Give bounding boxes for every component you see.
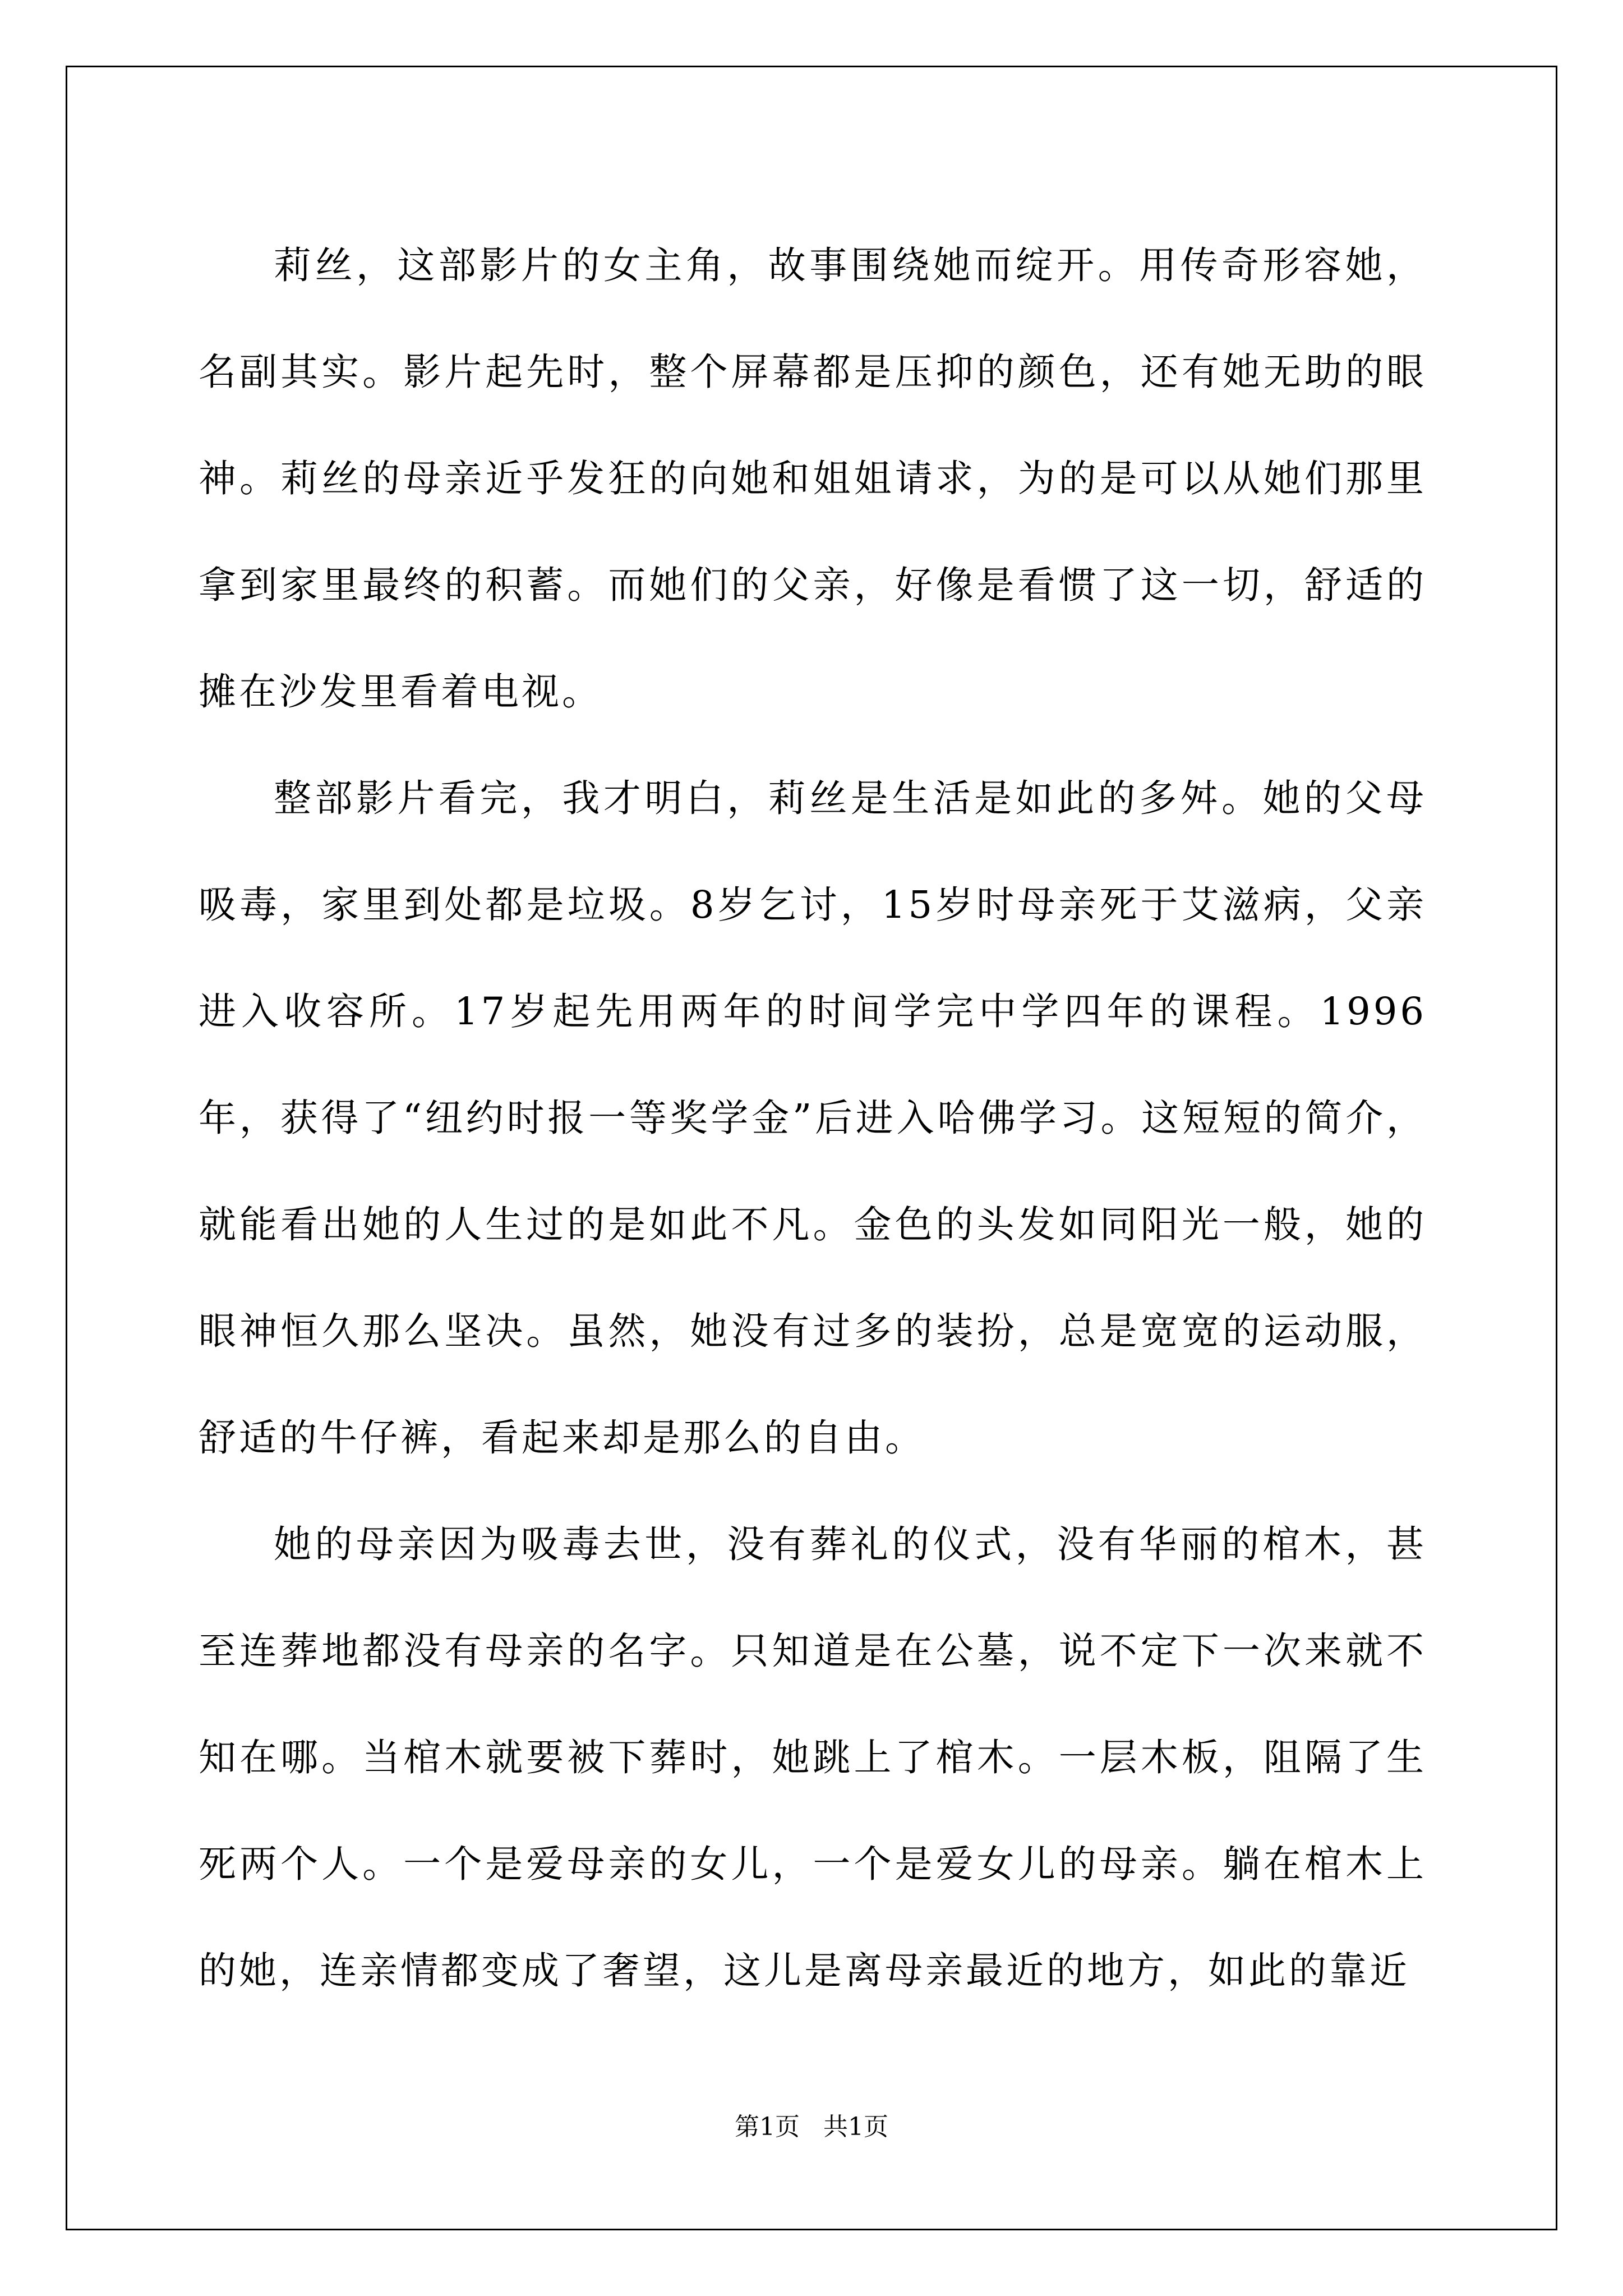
paragraph-1: 莉丝，这部影片的女主角，故事围绕她而绽开。用传奇形容她，名副其实。影片起先时，整个屏幕都是压抑的颜色，还有她无助的眼神。莉丝的母亲近乎发狂的向她和姐姐请求，为的是可以从她们那里拿到家里最终的积蓄。而她们的父亲，好像是看惯了这一切，舒适的摊在沙发里看着电视。 bbox=[199, 243, 1427, 714]
page-footer: 第1页 共1页 bbox=[735, 2113, 888, 2141]
paragraph-3: 她的母亲因为吸毒去世，没有葬礼的仪式，没有华丽的棺木，甚至连葬地都没有母亲的名字。只知道是在公墓，说不定下一次来就不知在哪。当棺木就要被下葬时，她跳上了棺木。一层木板，阻隔了生死两个人。一个是爱母亲的女儿，一个是爱女儿的母亲。躺在棺木上的她，连亲情都变成了奢望，这儿是离母亲最近的地方，如此的靠近 bbox=[199, 1522, 1427, 1993]
document-body bbox=[199, 212, 1427, 2024]
paragraph-2: 整部影片看完，我才明白，莉丝是生活是如此的多舛。她的父母吸毒，家里到处都是垃圾。8岁乞讨，15岁时母亲死于艾滋病，父亲进入收容所。17岁起先用两年的时间学完中学四年的课程。1996年，获得了“纽约时报一等奖学金”后进入哈佛学习。这短短的简介，就能看出她的人生过的是如此不凡。金色的头发如同阳光一般，她的眼神恒久那么坚决。虽然，她没有过多的装扮，总是宽宽的运动服，舒适的牛仔裤，看起来却是那么的自由。 bbox=[199, 776, 1427, 1460]
